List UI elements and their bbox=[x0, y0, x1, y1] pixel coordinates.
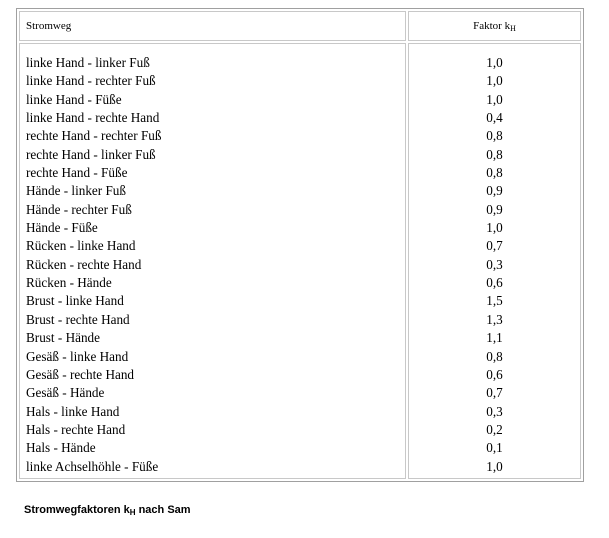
factor-row: 0,7 bbox=[486, 385, 503, 401]
factor-row: 1,1 bbox=[486, 330, 503, 346]
path-row: linke Hand - Füße bbox=[26, 91, 122, 107]
caption-prefix: Stromwegfaktoren k bbox=[24, 504, 130, 516]
caption-suffix: nach Sam bbox=[135, 504, 191, 516]
factor-row: 1,0 bbox=[486, 73, 503, 89]
path-list bbox=[26, 54, 161, 476]
factor-row: 0,3 bbox=[486, 256, 503, 272]
body-cell-paths bbox=[19, 43, 406, 479]
path-row: rechte Hand - Füße bbox=[26, 165, 128, 181]
path-row: Brust - linke Hand bbox=[26, 293, 124, 309]
body-cell-factors bbox=[408, 43, 581, 479]
path-row: Hände - linker Fuß bbox=[26, 183, 126, 199]
factor-row: 0,4 bbox=[486, 110, 503, 126]
header-factor-text: Faktor k bbox=[473, 20, 511, 32]
factor-row: 1,3 bbox=[486, 311, 503, 327]
factor-row: 0,9 bbox=[486, 183, 503, 199]
factor-row: 0,1 bbox=[486, 440, 503, 456]
path-row: Brust - Hände bbox=[26, 330, 100, 346]
path-row: Rücken - Hände bbox=[26, 275, 112, 291]
path-row: rechte Hand - linker Fuß bbox=[26, 146, 156, 162]
factor-row: 0,8 bbox=[486, 348, 503, 364]
factor-list bbox=[409, 54, 580, 476]
path-row: Rücken - rechte Hand bbox=[26, 256, 142, 272]
path-row: Brust - rechte Hand bbox=[26, 311, 130, 327]
path-row: rechte Hand - rechter Fuß bbox=[26, 128, 162, 144]
factor-row: 1,5 bbox=[486, 293, 503, 309]
path-row: linke Hand - rechter Fuß bbox=[26, 73, 156, 89]
header-cell-factor bbox=[408, 11, 581, 41]
current-path-factor-table bbox=[16, 8, 584, 482]
factor-row: 0,6 bbox=[486, 366, 503, 382]
factor-row: 1,0 bbox=[486, 220, 503, 236]
factor-row: 0,8 bbox=[486, 165, 503, 181]
path-row: Gesäß - linke Hand bbox=[26, 348, 129, 364]
header-factor-label bbox=[409, 20, 580, 33]
factor-row: 0,8 bbox=[486, 146, 503, 162]
caption-subscript: H bbox=[129, 508, 136, 517]
path-row: Hals - linke Hand bbox=[26, 403, 120, 419]
factor-row: 0,6 bbox=[486, 275, 503, 291]
header-path-label: Stromweg bbox=[26, 20, 72, 32]
path-row: linke Hand - rechte Hand bbox=[26, 110, 160, 126]
path-row: Rücken - linke Hand bbox=[26, 238, 136, 254]
path-row: linke Achselhöhle - Füße bbox=[26, 458, 159, 474]
factor-row: 0,8 bbox=[486, 128, 503, 144]
factor-row: 1,0 bbox=[486, 55, 503, 70]
factor-row: 0,9 bbox=[486, 201, 503, 217]
factor-row: 0,2 bbox=[486, 421, 503, 437]
header-cell-path bbox=[19, 11, 406, 41]
path-row: Hals - Hände bbox=[26, 440, 96, 456]
table-caption bbox=[24, 504, 191, 517]
path-row: Hände - rechter Fuß bbox=[26, 201, 132, 217]
factor-row: 0,3 bbox=[486, 403, 503, 419]
path-row: Gesäß - rechte Hand bbox=[26, 366, 135, 382]
factor-row: 1,0 bbox=[486, 91, 503, 107]
path-row: Gesäß - Hände bbox=[26, 385, 105, 401]
path-row: linke Hand - linker Fuß bbox=[26, 55, 150, 70]
path-row: Hals - rechte Hand bbox=[26, 421, 126, 437]
factor-row: 0,7 bbox=[486, 238, 503, 254]
factor-row: 1,0 bbox=[486, 458, 503, 474]
header-factor-subscript: H bbox=[510, 24, 516, 33]
path-row: Hände - Füße bbox=[26, 220, 98, 236]
